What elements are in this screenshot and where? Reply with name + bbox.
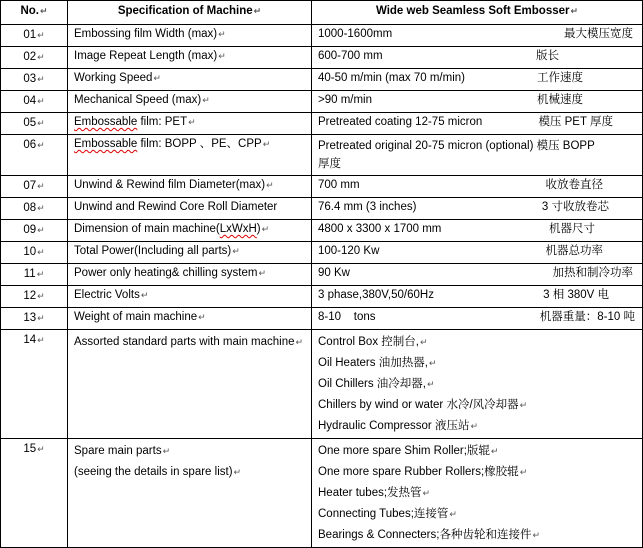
spec-cell: Embossing film Width (max)↵	[68, 25, 312, 47]
list-item: Hydraulic Compressor 液压站↵	[318, 420, 478, 432]
value-cell: Pretreated coating 12-75 micron 模压 PET 厚度	[312, 113, 643, 135]
spec-cell: Embossable film: BOPP 、PE、CPP↵	[68, 135, 312, 176]
spec-line: (seeing the details in spare list)↵	[74, 466, 242, 478]
table-row	[1, 220, 643, 242]
spec-cell	[68, 439, 312, 548]
row-number: 10↵	[1, 242, 68, 264]
header-no: No.↵	[1, 1, 68, 25]
list-item: Bearings & Connecters;各种齿轮和连接件↵	[318, 529, 540, 541]
list-item: One more spare Rubber Rollers;橡胶辊↵	[318, 466, 528, 478]
list-item: Control Box 控制台,↵	[318, 336, 428, 348]
table-row	[1, 308, 643, 330]
table-row	[1, 242, 643, 264]
spec-cell: Total Power(Including all parts)↵	[68, 242, 312, 264]
spec-cell: Working Speed↵	[68, 69, 312, 91]
value-cell: 600-700 mm 版长	[312, 47, 643, 69]
row-number: 12↵	[1, 286, 68, 308]
spec-cell: Electric Volts↵	[68, 286, 312, 308]
row-number: 07↵	[1, 176, 68, 198]
row-number: 03↵	[1, 69, 68, 91]
spec-cell: Unwind and Rewind Core Roll Diameter	[68, 198, 312, 220]
spec-line: Spare main parts↵	[74, 445, 171, 457]
spec-cell: Embossable film: PET↵	[68, 113, 312, 135]
header-spec: Specification of Machine↵	[68, 1, 312, 25]
row-number: 01↵	[1, 25, 68, 47]
spec-cell: Unwind & Rewind film Diameter(max)↵	[68, 176, 312, 198]
table-row	[1, 25, 643, 47]
table-row	[1, 439, 643, 548]
value-cell: 90 Kw 加热和制冷功率	[312, 264, 643, 286]
header-row	[1, 1, 643, 25]
table-row	[1, 47, 643, 69]
spec-cell: Mechanical Speed (max)↵	[68, 91, 312, 113]
spec-cell: Weight of main machine↵	[68, 308, 312, 330]
list-item: One more spare Shim Roller;版辊↵	[318, 445, 499, 457]
header-value: Wide web Seamless Soft Embosser↵	[312, 1, 643, 25]
value-cell	[312, 330, 643, 439]
value-cell: 100-120 Kw 机器总功率	[312, 242, 643, 264]
list-item: Connecting Tubes;连接管↵	[318, 508, 457, 520]
value-cell: 40-50 m/min (max 70 m/min) 工作速度	[312, 69, 643, 91]
table-row	[1, 176, 643, 198]
table-row	[1, 113, 643, 135]
row-number: 11↵	[1, 264, 68, 286]
table-row	[1, 330, 643, 439]
value-cell: Pretreated original 20-75 micron (optional) 模压 BOPP 厚度	[312, 135, 643, 176]
value-cell	[312, 439, 643, 548]
row-number: 13↵	[1, 308, 68, 330]
row-number: 14↵	[1, 330, 68, 439]
row-number: 09↵	[1, 220, 68, 242]
spec-cell: Dimension of main machine(LxWxH)↵	[68, 220, 312, 242]
table-row	[1, 286, 643, 308]
value-cell: 8-10 tons 机器重量：8-10 吨	[312, 308, 643, 330]
spec-cell: Assorted standard parts with main machine↵	[68, 330, 312, 439]
list-item: Oil Heaters 油加热器,↵	[318, 357, 437, 369]
value-cell: 76.4 mm (3 inches) 3 寸收放卷芯	[312, 198, 643, 220]
value-cell: 1000-1600mm 最大模压宽度	[312, 25, 643, 47]
list-item: Heater tubes;发热管↵	[318, 487, 431, 499]
value-cell: >90 m/min 机械速度	[312, 91, 643, 113]
spec-cell: Image Repeat Length (max)↵	[68, 47, 312, 69]
value-cell: 4800 x 3300 x 1700 mm 机器尺寸	[312, 220, 643, 242]
row-number: 06↵	[1, 135, 68, 176]
value-cell: 3 phase,380V,50/60Hz 3 相 380V 电	[312, 286, 643, 308]
value-cell: 700 mm 收放卷直径	[312, 176, 643, 198]
table-row	[1, 135, 643, 176]
row-number: 08↵	[1, 198, 68, 220]
row-number: 02↵	[1, 47, 68, 69]
row-number: 05↵	[1, 113, 68, 135]
table-row	[1, 91, 643, 113]
list-item: Chillers by wind or water 水冷/风冷却器↵	[318, 399, 528, 411]
table-row	[1, 264, 643, 286]
row-number: 04↵	[1, 91, 68, 113]
table-row	[1, 69, 643, 91]
spec-cell: Power only heating& chilling system↵	[68, 264, 312, 286]
table-row	[1, 198, 643, 220]
list-item: Oil Chillers 油冷却器,↵	[318, 378, 435, 390]
row-number: 15↵	[1, 439, 68, 548]
